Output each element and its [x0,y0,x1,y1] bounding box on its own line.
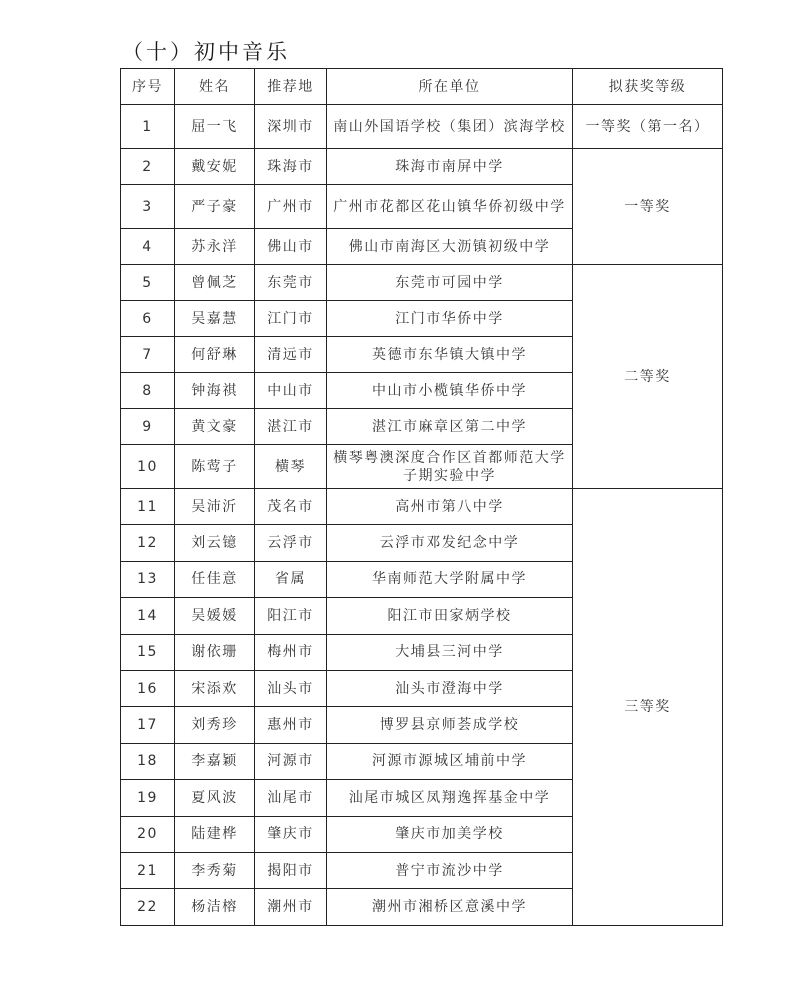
cell-region: 梅州市 [255,634,327,670]
cell-no: 22 [121,889,175,925]
cell-name: 谢依珊 [175,634,255,670]
cell-unit: 佛山市南海区大沥镇初级中学 [327,229,573,265]
cell-unit: 珠海市南屏中学 [327,149,573,185]
cell-no: 13 [121,561,175,597]
cell-unit: 中山市小榄镇华侨中学 [327,373,573,409]
cell-region: 中山市 [255,373,327,409]
cell-no: 16 [121,670,175,706]
cell-no: 21 [121,852,175,888]
cell-no: 8 [121,373,175,409]
cell-region: 茂名市 [255,489,327,525]
cell-region: 汕头市 [255,670,327,706]
cell-name: 戴安妮 [175,149,255,185]
cell-unit: 广州市花都区花山镇华侨初级中学 [327,185,573,229]
cell-no: 12 [121,525,175,561]
cell-region: 江门市 [255,301,327,337]
cell-unit: 阳江市田家炳学校 [327,598,573,634]
cell-unit: 普宁市流沙中学 [327,852,573,888]
cell-unit: 东莞市可园中学 [327,265,573,301]
cell-region: 河源市 [255,743,327,779]
table-row [121,265,723,301]
cell-name: 任佳意 [175,561,255,597]
cell-name: 屈一飞 [175,105,255,149]
cell-unit: 英德市东华镇大镇中学 [327,337,573,373]
cell-name: 吴嘉慧 [175,301,255,337]
cell-name: 何舒琳 [175,337,255,373]
cell-region: 横琴 [255,445,327,489]
cell-name: 苏永洋 [175,229,255,265]
cell-unit: 博罗县京师荟成学校 [327,707,573,743]
cell-unit: 江门市华侨中学 [327,301,573,337]
cell-unit: 肇庆市加美学校 [327,816,573,852]
cell-unit: 湛江市麻章区第二中学 [327,409,573,445]
header-name: 姓名 [175,69,255,105]
cell-unit: 潮州市湘桥区意溪中学 [327,889,573,925]
cell-region: 湛江市 [255,409,327,445]
cell-name: 吴媛媛 [175,598,255,634]
cell-award-third: 三等奖 [573,489,723,926]
cell-name: 李秀菊 [175,852,255,888]
cell-region: 汕尾市 [255,780,327,816]
cell-no: 5 [121,265,175,301]
cell-region: 揭阳市 [255,852,327,888]
cell-no: 20 [121,816,175,852]
cell-no: 1 [121,105,175,149]
cell-region: 省属 [255,561,327,597]
cell-name: 杨洁榕 [175,889,255,925]
cell-region: 佛山市 [255,229,327,265]
cell-region: 广州市 [255,185,327,229]
header-unit: 所在单位 [327,69,573,105]
cell-name: 刘秀珍 [175,707,255,743]
cell-region: 阳江市 [255,598,327,634]
cell-region: 肇庆市 [255,816,327,852]
cell-name: 曾佩芝 [175,265,255,301]
cell-name: 陆建桦 [175,816,255,852]
cell-region: 惠州市 [255,707,327,743]
cell-name: 李嘉颖 [175,743,255,779]
table-row [121,489,723,525]
table-row [121,149,723,185]
cell-unit: 河源市源城区埔前中学 [327,743,573,779]
cell-no: 3 [121,185,175,229]
cell-award-first-place: 一等奖（第一名） [573,105,723,149]
cell-no: 18 [121,743,175,779]
header-no: 序号 [121,69,175,105]
cell-no: 14 [121,598,175,634]
cell-unit: 高州市第八中学 [327,489,573,525]
cell-no: 17 [121,707,175,743]
cell-no: 10 [121,445,175,489]
table-row [121,105,723,149]
header-award: 拟获奖等级 [573,69,723,105]
cell-unit: 云浮市邓发纪念中学 [327,525,573,561]
cell-unit: 华南师范大学附属中学 [327,561,573,597]
cell-name: 刘云镱 [175,525,255,561]
cell-name: 严子豪 [175,185,255,229]
cell-name: 钟海祺 [175,373,255,409]
award-table [120,68,723,926]
cell-unit: 横琴粤澳深度合作区首都师范大学子期实验中学 [327,445,573,489]
cell-no: 9 [121,409,175,445]
header-region: 推荐地 [255,69,327,105]
cell-region: 深圳市 [255,105,327,149]
cell-region: 东莞市 [255,265,327,301]
cell-unit: 大埔县三河中学 [327,634,573,670]
cell-region: 云浮市 [255,525,327,561]
cell-name: 黄文豪 [175,409,255,445]
cell-name: 宋添欢 [175,670,255,706]
section-title: （十）初中音乐 [122,40,290,64]
cell-award-first: 一等奖 [573,149,723,265]
cell-name: 吴沛沂 [175,489,255,525]
cell-region: 清远市 [255,337,327,373]
cell-no: 2 [121,149,175,185]
cell-no: 6 [121,301,175,337]
cell-no: 19 [121,780,175,816]
cell-unit: 汕尾市城区凤翔逸挥基金中学 [327,780,573,816]
cell-no: 7 [121,337,175,373]
cell-name: 夏风波 [175,780,255,816]
cell-unit: 南山外国语学校（集团）滨海学校 [327,105,573,149]
cell-no: 15 [121,634,175,670]
cell-unit: 汕头市澄海中学 [327,670,573,706]
cell-no: 11 [121,489,175,525]
cell-no: 4 [121,229,175,265]
cell-region: 潮州市 [255,889,327,925]
cell-name: 陈莺子 [175,445,255,489]
cell-award-second: 二等奖 [573,265,723,489]
table-header-row [121,69,723,105]
cell-region: 珠海市 [255,149,327,185]
